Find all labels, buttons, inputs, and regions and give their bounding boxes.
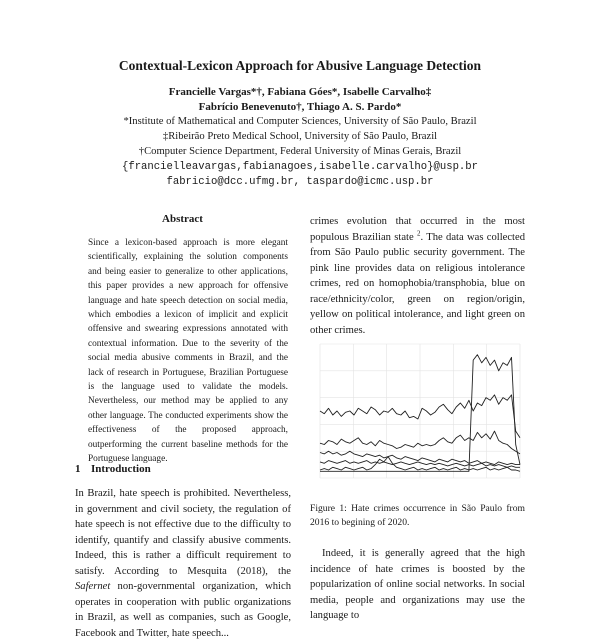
right-text-1: crimes evolution that occurred in the most populous Brazilian state [310, 216, 525, 243]
email-line-1: {francielleavargas,fabianagoes,isabelle.carvalho}@usp.br [121, 161, 478, 173]
footnote-mark: 2 [417, 228, 421, 237]
abstract-text: Since a lexicon-based approach is more elegant scientifically, explaining the solution components and being easier to generalize to other applications, this paper provides a new approach for offensive language and hate speech detection on social media, which embodies a lexicon of implicit and explicit offensive and swearing expressions annotated with contextual information. Due to the severity of the social media abusive comments in Brazil, and the lack of research in Portuguese, Brazilian Portuguese is the language used to validate the models. Nevertheless, our method may be applied to any other language. The conducted experiments show the effectiveness of the proposed approach, outperforming the current baseline methods for the Portuguese language. [88, 238, 288, 465]
authors-line-1: Francielle Vargas*†, Fabiana Góes*, Isabelle Carvalho‡ [168, 86, 432, 98]
figure-caption: Figure 1: Hate crimes occurrence in São Paulo from 2016 to begining of 2020. [310, 503, 525, 528]
section-number: 1 [75, 463, 81, 475]
hate-crimes-chart [312, 338, 524, 486]
abstract-heading: Abstract [162, 213, 203, 225]
right-column-paragraph [310, 214, 525, 338]
paper-title: Contextual-Lexicon Approach for Abusive Language Detection [118, 58, 482, 73]
authors-line-2: Fabrício Benevenuto†, Thiago A. S. Pardo* [198, 101, 402, 113]
intro-emphasis: Safernet [75, 581, 111, 592]
intro-text-1: In Brazil, hate speech is prohibited. Nevertheless, in government and civil society, the regulation of hate speech is not effective due to the difficulty to identify, quantify and classify abusive comments. Indeed, this is rather a difficult requirement to satisfy. According to Mesquita (2018), the [75, 488, 291, 577]
affiliation-1: *Institute of Mathematical and Computer Sciences, University of São Paulo, Brazil [123, 116, 477, 127]
introduction-heading [75, 463, 290, 475]
right-text-2: . The data was collected from São Paulo public security government. The pink line provides data on religious intolerance crimes, red on homophobia/transphobia, blue on race/ethnicity/color, green on region/origin, yellow on political intolerance, and light green on other crimes. [310, 231, 526, 336]
intro-text-2: non-governmental organization, which operates in cooperation with public organizations in Brazil, as well as companies, such as Google, Facebook and Twitter, hate speech... [75, 581, 291, 639]
section-title: Introduction [91, 463, 151, 475]
affiliation-3: †Computer Science Department, Federal University of Minas Gerais, Brazil [138, 146, 462, 157]
introduction-paragraph [75, 486, 291, 639]
email-line-2: fabricio@dcc.ufmg.br, taspardo@icmc.usp.br [166, 176, 434, 188]
affiliation-2: ‡Ribeirão Preto Medical School, University of São Paulo, Brazil [162, 131, 438, 142]
right-column-paragraph-2: Indeed, it is generally agreed that the high incidence of hate crimes is boosted by the popularization of online social networks. In social media, people and organizations may use the language to [310, 548, 525, 621]
